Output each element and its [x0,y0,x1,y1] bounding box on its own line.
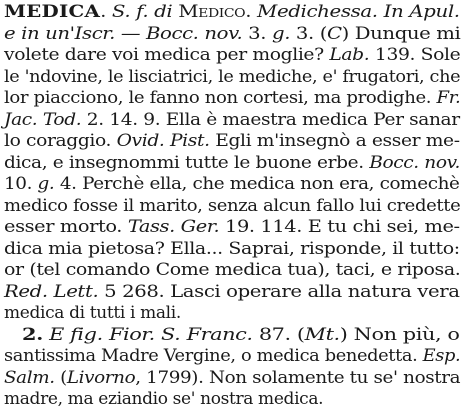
entry-line-2 [4,23,460,46]
entry-line-16 [22,324,459,347]
entry-line-14 [4,281,460,304]
entry-text-segment: medico fosse il marito, senza alcun fallo lui credette [4,195,461,216]
entry-line-12 [4,238,460,261]
entry-text-segment: Jac. Tod. [4,109,82,130]
entry-text-segment: Ovid. Pist. [116,131,210,151]
entry-text-segment: C [327,23,342,44]
entry-line-7 [4,130,460,153]
entry-line-13 [4,259,460,282]
entry-text-segment: Lab. [329,45,370,65]
entry-text-segment: ) Non più, o [339,324,460,345]
entry-text-segment: Medichessa. In Apul. [257,2,460,22]
entry-text-segment: lo coraggio. [4,131,117,151]
entry-text-segment: 4. Perchè ella, che medica non era, comechè [54,174,460,194]
entry-line-19 [4,388,323,411]
entry-text-segment: g. [37,174,55,194]
entry-line-8 [4,152,460,175]
entry-text-segment: Bocc. nov. [369,152,461,173]
entry-text-segment: , 1799). Non solamente tu se' nostra [135,367,461,388]
entry-line-10 [4,195,460,218]
entry-text-segment: Fr. [436,88,461,108]
entry-text-segment: Red. Lett. [4,281,99,302]
entry-line-15 [4,302,181,325]
entry-text-segment: madre, ma eziandio se' nostra medica. [4,389,324,409]
entry-line-17 [4,345,460,368]
entry-line-11 [4,216,460,239]
entry-text-segment: dica, e insegnommi tutte le buone erbe. [4,152,370,173]
entry-text-segment: Mt. [304,324,340,345]
entry-text-segment: esser morto. [4,217,128,237]
entry-text-segment: lor piacciono, le fanno non cortesi, ma prodighe. [4,88,437,108]
entry-text-segment: Salm. [4,367,55,388]
entry-text-segment: Livorno [66,367,136,388]
entry-text-segment: S. f. di [111,2,179,22]
entry-text-segment: e in un'Iscr. — Bocc. nov. [4,23,243,44]
entry-line-9 [4,173,460,196]
entry-text-segment: g. [272,23,291,44]
entry-text-segment: santissima Madre Vergine, o medica benedetta. [4,346,423,366]
entry-text-segment: 139. Sole [369,45,461,65]
entry-text-segment: ( [54,367,67,388]
entry-text-segment: 87. ( [252,324,305,345]
entry-text-segment: medica di tutti i mali. [4,303,181,323]
entry-text-segment: . [245,2,258,22]
entry-line-1 [4,1,460,24]
entry-text-segment: dica mia pietosa? Ella... Saprai, risponde, il tutto: [4,238,460,259]
entry-text-segment: 5 268. Lasci operare alla natura vera [98,281,460,302]
entry-text-segment: 2. 14. 9. Ella è maestra medica Per sanar [81,109,460,130]
entry-text-segment: or (tel comando Come medica tua), taci, e riposa. [4,260,461,280]
entry-text-segment: ) Dunque mi [341,23,461,44]
entry-text-segment: volete dare voi medica per moglie? [4,45,330,65]
entry-text-segment: Medico [178,2,246,22]
entry-text-segment: Esp. [422,346,461,366]
entry-line-5 [4,87,460,110]
entry-text-segment: 10. [4,174,38,194]
entry-line-4 [4,66,460,89]
entry-text-segment: E fig. Fior. S. Franc. [49,324,253,345]
entry-text-segment: Egli m'insegnò a esser me- [209,131,460,151]
entry-line-18 [4,367,460,390]
entry-text-segment: le 'ndovine, le lisciatrici, le mediche, e' frugatori, che [4,66,461,87]
entry-line-3 [4,44,460,67]
entry-line-6 [4,109,460,132]
entry-text-segment: Tass. Ger. [127,217,220,237]
headword: MEDICA [4,2,101,22]
sense-number: 2. [22,324,43,345]
entry-text-segment: 3. ( [290,23,328,44]
entry-text-segment: 3. [242,23,273,44]
entry-text-segment: 19. 114. E tu chi sei, me- [219,217,460,237]
entry-text-segment: . [100,2,112,22]
